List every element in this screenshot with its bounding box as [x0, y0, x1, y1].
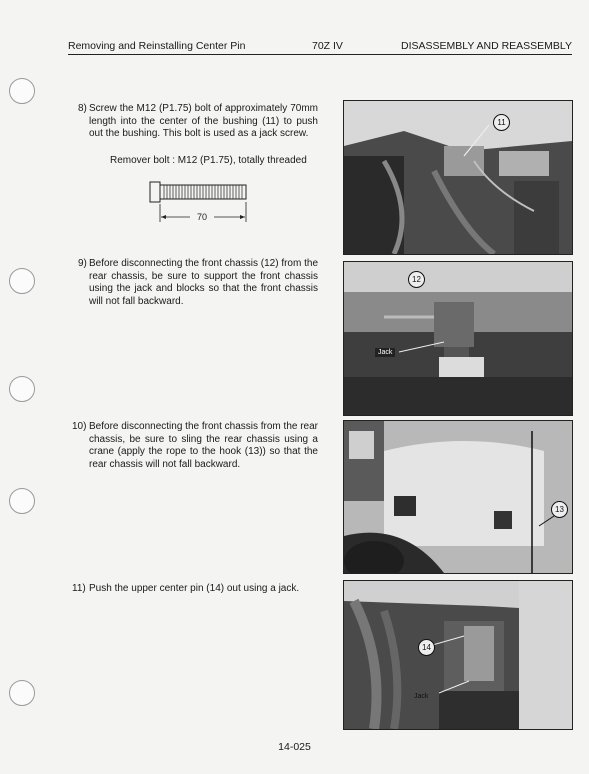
jack-label: Jack: [414, 693, 429, 700]
step-number: 8): [78, 103, 87, 114]
photo-callout: 12: [408, 271, 425, 288]
page-header: [68, 38, 572, 55]
photo-center-pin-jack-image: [344, 581, 572, 729]
step-text: Before disconnecting the front chassis from the rear chassis, be sure to sling the rear chassis using a crane (apply the rope to the hook (13)) so that the rear chassis will not fall backward.: [89, 421, 319, 470]
step-10: [72, 421, 318, 471]
bolt-dimension: 70: [196, 212, 208, 222]
step-11: [72, 583, 318, 596]
photo-rear-chassis-crane: [343, 420, 573, 574]
header-section-title: Removing and Reinstalling Center Pin: [68, 40, 246, 52]
photo-front-chassis-jack: [343, 261, 573, 416]
binder-hole: [9, 78, 35, 104]
step-text: Push the upper center pin (14) out using a jack.: [89, 583, 300, 594]
step-8: [78, 103, 318, 141]
page-number: 14-025: [278, 741, 311, 753]
step-9: [78, 258, 318, 308]
photo-callout: 11: [493, 114, 510, 131]
step-text: Screw the M12 (P1.75) bolt of approximately 70mm length into the center of the bushing (11) to push out the bushing. This bolt is used as a jack screw.: [89, 103, 318, 139]
photo-bushing-image: [344, 101, 572, 254]
photo-bushing: [343, 100, 573, 255]
binder-hole: [9, 680, 35, 706]
jack-label: Jack: [375, 348, 395, 357]
photo-rear-chassis-crane-image: [344, 421, 572, 573]
header-chapter: DISASSEMBLY AND REASSEMBLY: [401, 40, 572, 52]
photo-callout: 14: [418, 639, 435, 656]
photo-front-chassis-jack-image: [344, 262, 572, 415]
remover-bolt-diagram: [148, 180, 252, 226]
step-number: 10): [72, 421, 87, 432]
step-text: Before disconnecting the front chassis (12) from the rear chassis, be sure to support the front chassis using the jack and blocks so that the front chassis will not fall backward.: [89, 258, 319, 307]
step-number: 9): [78, 258, 87, 269]
binder-hole: [9, 488, 35, 514]
header-model: 70Z IV: [312, 40, 343, 52]
photo-callout: 13: [551, 501, 568, 518]
photo-center-pin-jack: [343, 580, 573, 730]
binder-hole: [9, 376, 35, 402]
step-number: 11): [72, 583, 86, 594]
bolt-caption: Remover bolt : M12 (P1.75), totally threaded: [110, 155, 307, 166]
binder-hole: [9, 268, 35, 294]
